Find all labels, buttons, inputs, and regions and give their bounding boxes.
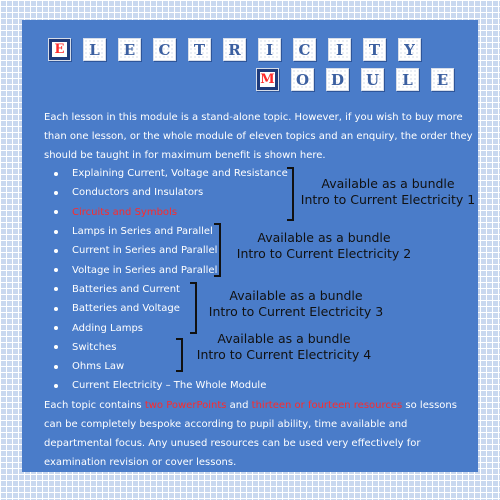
- list-item: Batteries and Voltage: [54, 299, 288, 318]
- list-item: Conductors and Insulators: [54, 183, 288, 202]
- bundle-bracket: [176, 338, 183, 372]
- bundle-label: Available as a bundle Intro to Current Electricity 4: [196, 331, 372, 362]
- bullet-icon: [54, 345, 58, 349]
- list-item: Ohms Law: [54, 357, 288, 376]
- bullet-icon: [54, 287, 58, 291]
- title-tile: D: [326, 68, 349, 91]
- intro-paragraph: Each lesson in this module is a stand-alone topic. However, if you wish to buy more than one lesson, or the whole module of eleven topics and an enquiry, the order they should be taught in for maximum benefit is shown here.: [44, 112, 473, 161]
- bullet-icon: [54, 210, 58, 214]
- title-tile: I: [328, 38, 351, 61]
- bundle-bracket: [287, 167, 294, 221]
- list-item: Current in Series and Parallel: [54, 241, 288, 260]
- title-tile: O: [291, 68, 314, 91]
- bundle-label: Available as a bundle Intro to Current Electricity 3: [208, 288, 384, 319]
- list-item: Adding Lamps: [54, 318, 288, 337]
- bullet-icon: [54, 249, 58, 253]
- list-item: Switches: [54, 338, 288, 357]
- title-tile: R: [223, 38, 246, 61]
- bullet-icon: [54, 365, 58, 369]
- title-tile: T: [188, 38, 211, 61]
- footer-paragraph: Each topic contains two PowerPoints and thirteen or fourteen resources so lessons can be completely bespoke according to pupil ability, time available and departmental focus. Any unused resources can be used very effectively for examination revision or cover lessons.: [44, 400, 457, 468]
- bullet-icon: [54, 307, 58, 311]
- title-tile: L: [396, 68, 419, 91]
- bullet-icon: [54, 172, 58, 176]
- bullet-icon: [54, 268, 58, 272]
- title-tile: C: [293, 38, 316, 61]
- list-item: Voltage in Series and Parallel: [54, 260, 288, 279]
- bullet-icon: [54, 384, 58, 388]
- title-tile: Y: [398, 38, 421, 61]
- title-tile: U: [361, 68, 384, 91]
- list-item: Current Electricity – The Whole Module: [54, 376, 288, 395]
- list-item: Batteries and Current: [54, 280, 288, 299]
- title-module: [256, 68, 454, 91]
- title-tile: E: [48, 38, 71, 61]
- title-tile: I: [258, 38, 281, 61]
- bullet-icon: [54, 191, 58, 195]
- bundle-label: Available as a bundle Intro to Current Electricity 2: [236, 230, 412, 261]
- list-item: Circuits and Symbols: [54, 203, 288, 222]
- title-tile: E: [118, 38, 141, 61]
- title-tile: M: [256, 68, 279, 91]
- bundle-bracket: [214, 223, 221, 277]
- bullet-icon: [54, 326, 58, 330]
- bundle-label: Available as a bundle Intro to Current Electricity 1: [300, 176, 476, 207]
- title-tile: C: [153, 38, 176, 61]
- list-item: Explaining Current, Voltage and Resistance: [54, 164, 288, 183]
- list-item: Lamps in Series and Parallel: [54, 222, 288, 241]
- title-electricity: [48, 38, 421, 61]
- title-tile: L: [83, 38, 106, 61]
- title-tile: T: [363, 38, 386, 61]
- title-tile: E: [431, 68, 454, 91]
- bullet-icon: [54, 230, 58, 234]
